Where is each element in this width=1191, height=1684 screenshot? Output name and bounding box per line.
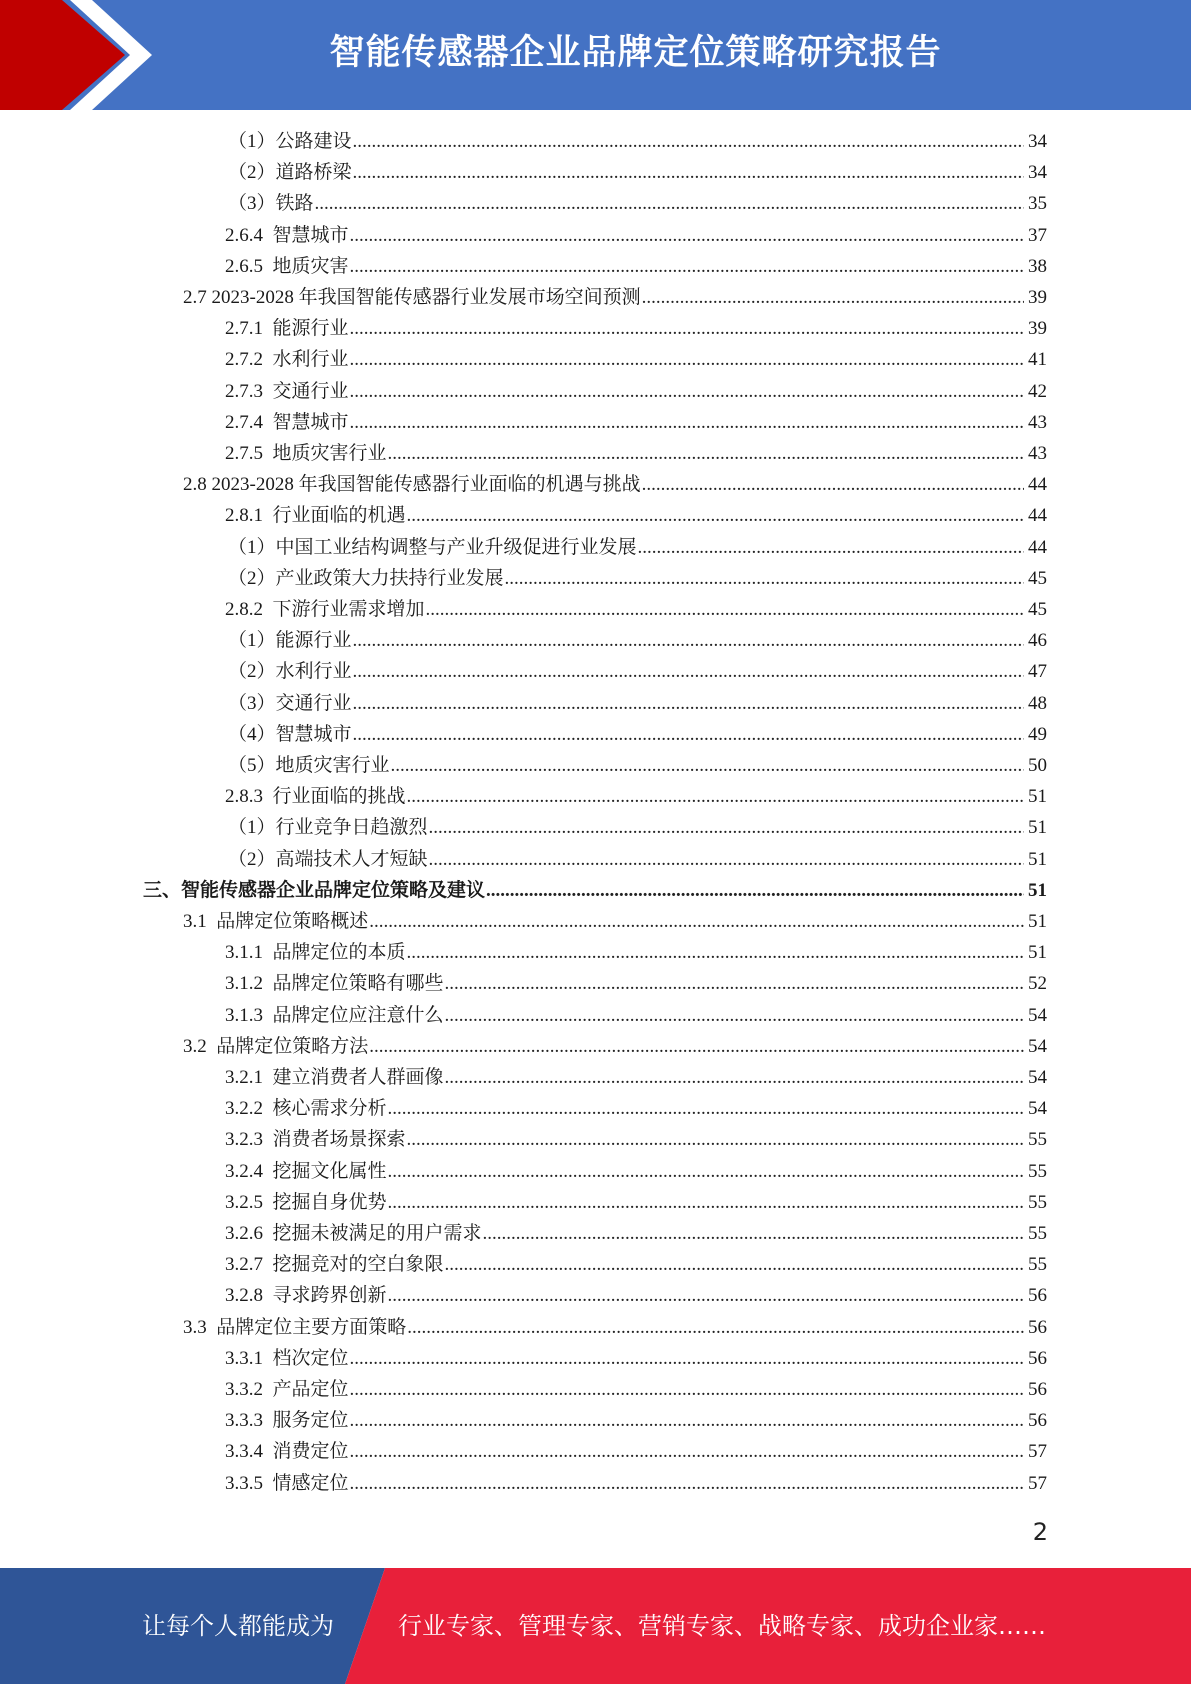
toc-entry-page: 39 [1028,318,1047,340]
toc-entry-number: 3.1 [183,911,217,932]
toc-dot-leader [483,1219,1024,1249]
toc-entry-page: 34 [1028,131,1047,152]
toc-dot-leader [350,345,1024,375]
toc-entry-title: 品牌定位主要方面策略 [216,1316,407,1338]
toc-entry-number: 2.7.2 [225,349,273,371]
toc-entry-title: 智慧城市 [272,224,349,246]
toc-dot-leader [429,813,1024,843]
toc-entry-title: 行业竞争日趋激烈 [275,817,428,839]
toc-entry[interactable] [183,1313,1047,1343]
toc-entry-number: （2） [228,848,276,870]
page-number: 2 [1032,1518,1048,1546]
toc-entry-title: 2023-2028 年我国智能传感器行业面临的机遇与挑战 [211,474,641,496]
toc-dot-leader [638,533,1024,563]
toc-entry-number: 3.2.6 [225,1223,273,1244]
toc-entry-number: （3） [228,193,276,215]
toc-entry-page: 57 [1028,1441,1047,1463]
toc-entry-number: 3.2.8 [225,1285,273,1307]
toc-entry-page: 51 [1028,786,1047,808]
toc-entry-page: 51 [1028,942,1047,964]
toc-entry-number: 3.3 [183,1316,217,1338]
toc-entry-title: 品牌定位的本质 [272,942,406,964]
toc-entry-title: 品牌定位策略方法 [216,1035,369,1057]
toc-dot-leader [445,1250,1024,1280]
toc-entry-number: 3.1.2 [225,973,273,995]
toc-dot-leader [350,377,1024,407]
toc-entry-title: 道路桥梁 [275,162,352,184]
toc-entry-title: 档次定位 [272,1347,349,1369]
toc-entry-page: 34 [1028,162,1047,184]
toc-entry[interactable] [225,1250,1047,1280]
toc-entry-title: 挖掘文化属性 [272,1160,387,1182]
toc-entry-number: 2.8.2 [225,599,273,620]
toc-entry-number: 2.7 [183,287,212,308]
toc-entry-number: （5） [228,755,276,776]
toc-entry-title: 品牌定位策略概述 [216,911,369,932]
toc-entry-title: 中国工业结构调整与产业升级促进行业发展 [275,536,637,558]
toc-dot-leader [350,1344,1024,1374]
toc-dot-leader [350,408,1024,438]
toc-entry[interactable] [228,689,1047,719]
toc-entry-number: （1） [228,817,276,839]
toc-entry[interactable] [225,1437,1047,1467]
toc-entry[interactable] [183,1032,1047,1062]
toc-dot-leader [353,689,1024,719]
toc-entry-title: 建立消费者人群画像 [272,1067,444,1088]
toc-entry-page: 51 [1028,911,1047,932]
toc-dot-leader [407,501,1024,531]
document-title: 智能传感器企业品牌定位策略研究报告 [329,33,942,73]
toc-entry-page: 56 [1028,1347,1047,1369]
toc-dot-leader [407,1125,1024,1155]
toc-dot-leader [407,782,1024,812]
toc-entry-number: （2） [228,661,276,683]
toc-entry-number: （3） [228,692,276,714]
toc-entry-number: 3.2.7 [225,1254,273,1276]
toc-dot-leader [388,1157,1024,1187]
toc-entry-page: 56 [1028,1379,1047,1400]
toc-entry[interactable] [228,533,1047,563]
toc-entry[interactable] [225,782,1047,812]
toc-entry[interactable] [225,1001,1047,1031]
toc-entry-page: 54 [1028,1067,1047,1088]
toc-entry-title: 寻求跨界创新 [272,1285,387,1307]
toc-entry-number: 3.2.1 [225,1067,273,1088]
toc-entry-number: 3.2.2 [225,1098,273,1120]
toc-entry-number: 三、 [143,879,182,901]
toc-entry-page: 37 [1028,224,1047,246]
toc-entry-page: 50 [1028,755,1047,776]
toc-entry-page: 54 [1028,1035,1047,1057]
toc-entry[interactable] [225,501,1047,531]
toc-entry[interactable] [228,127,1047,157]
toc-entry-page: 43 [1028,411,1047,433]
toc-entry[interactable] [225,969,1047,999]
toc-entry-title: 品牌定位应注意什么 [272,1004,444,1026]
toc-entry[interactable] [225,1157,1047,1187]
toc-entry-number: （4） [228,723,276,745]
toc-entry[interactable] [228,720,1047,750]
toc-entry-title: 2023-2028 年我国智能传感器行业发展市场空间预测 [211,287,641,308]
toc-dot-leader [353,657,1024,687]
toc-dot-leader [369,1032,1024,1062]
toc-entry-page: 55 [1028,1254,1047,1276]
toc-entry-number: （1） [228,630,276,652]
toc-entry[interactable] [183,283,1047,313]
toc-dot-leader [353,720,1024,750]
toc-entry-title: 产业政策大力扶持行业发展 [275,567,504,589]
toc-entry-number: 3.3.1 [225,1347,273,1369]
toc-entry-number: 2.8.3 [225,786,273,808]
toc-entry-title: 智慧城市 [275,723,352,745]
toc-entry-number: 3.1.1 [225,942,273,964]
toc-dot-leader [445,969,1024,999]
toc-entry-page: 54 [1028,1098,1047,1120]
toc-dot-leader [445,1001,1024,1031]
toc-entry[interactable] [225,1219,1047,1249]
toc-entry[interactable] [183,907,1047,937]
toc-entry-title: 品牌定位策略有哪些 [272,973,444,995]
toc-entry[interactable] [228,564,1047,594]
toc-entry-page: 39 [1028,287,1047,308]
toc-entry-number: 2.6.5 [225,255,273,277]
toc-entry-page: 57 [1028,1472,1047,1494]
toc-dot-leader [407,1313,1024,1343]
toc-entry-title: 能源行业 [275,630,352,652]
toc-entry[interactable] [225,345,1047,375]
toc-entry-page: 51 [1028,879,1047,901]
toc-entry[interactable] [228,626,1047,656]
toc-entry-number: 3.3.2 [225,1379,273,1400]
toc-entry-page: 49 [1028,723,1047,745]
toc-entry-page: 56 [1028,1285,1047,1307]
toc-entry-page: 56 [1028,1316,1047,1338]
toc-dot-leader [350,252,1024,282]
toc-entry[interactable] [225,1125,1047,1155]
page-footer [0,1568,1191,1684]
toc-entry-title: 地质灾害 [272,255,349,277]
toc-entry-number: 2.8 [183,474,212,496]
toc-entry-page: 38 [1028,255,1047,277]
toc-dot-leader [369,907,1024,937]
toc-dot-leader [353,158,1024,188]
toc-entry[interactable] [228,158,1047,188]
toc-entry-title: 水利行业 [272,349,349,371]
toc-entry[interactable] [228,657,1047,687]
toc-entry-page: 47 [1028,661,1047,683]
toc-entry-title: 行业面临的挑战 [272,786,406,808]
toc-entry-page: 35 [1028,193,1047,215]
toc-dot-leader [642,470,1024,500]
toc-entry-title: 挖掘自身优势 [272,1191,387,1213]
toc-entry[interactable] [225,221,1047,251]
toc-dot-leader [426,595,1024,625]
toc-dot-leader [353,127,1024,157]
toc-entry-number: 2.7.3 [225,380,273,402]
toc-entry-number: 2.8.1 [225,505,273,527]
toc-dot-leader [391,751,1024,781]
toc-entry-page: 41 [1028,349,1047,371]
toc-entry-number: 3.3.3 [225,1410,273,1432]
toc-dot-leader [353,626,1024,656]
toc-entry[interactable] [228,845,1047,875]
toc-entry-title: 公路建设 [275,131,352,152]
toc-entry-title: 智慧城市 [272,411,349,433]
toc-entry-title: 挖掘未被满足的用户需求 [272,1223,482,1244]
toc-dot-leader [642,283,1024,313]
toc-dot-leader [486,876,1024,906]
toc-entry[interactable] [228,189,1047,219]
footer-roles: 行业专家、管理专家、营销专家、战略专家、成功企业家…… [398,1612,1046,1640]
toc-entry-title: 水利行业 [275,661,352,683]
toc-entry-title: 智能传感器企业品牌定位策略及建议 [181,879,486,901]
toc-entry-title: 消费定位 [272,1441,349,1463]
toc-entry[interactable] [225,1094,1047,1124]
toc-entry[interactable] [225,1344,1047,1374]
toc-dot-leader [388,1094,1024,1124]
toc-entry-page: 55 [1028,1129,1047,1151]
header-arrow-decoration [0,0,160,110]
toc-entry-number: 2.7.4 [225,411,273,433]
toc-entry-number: 3.1.3 [225,1004,273,1026]
toc-entry-page: 45 [1028,599,1047,620]
toc-dot-leader [350,1437,1024,1467]
toc-entry[interactable] [225,377,1047,407]
toc-entry-title: 交通行业 [272,380,349,402]
toc-entry[interactable] [228,751,1047,781]
toc-entry[interactable] [225,439,1047,469]
toc-dot-leader [350,1375,1024,1405]
toc-entry-title: 挖掘竞对的空白象限 [272,1254,444,1276]
toc-entry-title: 能源行业 [272,318,349,340]
toc-entry-page: 55 [1028,1191,1047,1213]
toc-entry-page: 44 [1028,474,1047,496]
toc-entry[interactable] [143,876,1047,906]
toc-entry[interactable] [225,1406,1047,1436]
toc-entry-page: 42 [1028,380,1047,402]
toc-entry[interactable] [225,1063,1047,1093]
toc-entry-number: 3.3.5 [225,1472,273,1494]
toc-entry-title: 地质灾害行业 [275,755,390,776]
toc-dot-leader [388,1188,1024,1218]
toc-entry-title: 下游行业需求增加 [272,599,425,620]
toc-entry[interactable] [228,813,1047,843]
toc-entry-page: 48 [1028,692,1047,714]
toc-entry-title: 核心需求分析 [272,1098,387,1120]
toc-entry[interactable] [225,252,1047,282]
toc-entry-page: 44 [1028,536,1047,558]
toc-entry-title: 地质灾害行业 [272,443,387,464]
toc-entry-title: 交通行业 [275,692,352,714]
toc-entry-page: 51 [1028,848,1047,870]
toc-entry[interactable] [225,408,1047,438]
toc-dot-leader [350,1469,1024,1499]
toc-entry-number: 3.2.3 [225,1129,273,1151]
toc-entry[interactable] [225,595,1047,625]
toc-entry[interactable] [225,1375,1047,1405]
toc-dot-leader [388,439,1024,469]
page-header [0,0,1191,110]
toc-entry-number: 3.3.4 [225,1441,273,1463]
toc-entry-number: （1） [228,131,276,152]
toc-dot-leader [315,189,1024,219]
toc-entry-page: 51 [1028,817,1047,839]
toc-entry-page: 43 [1028,443,1047,464]
footer-slogan: 让每个人都能成为 [142,1612,334,1640]
toc-entry-page: 55 [1028,1223,1047,1244]
toc-entry-number: （1） [228,536,276,558]
toc-entry-page: 55 [1028,1160,1047,1182]
toc-entry-page: 52 [1028,973,1047,995]
toc-entry-page: 44 [1028,505,1047,527]
toc-dot-leader [445,1063,1024,1093]
toc-entry[interactable] [225,1469,1047,1499]
toc-entry[interactable] [225,314,1047,344]
toc-dot-leader [429,845,1024,875]
toc-entry-number: （2） [228,162,276,184]
toc-entry-title: 高端技术人才短缺 [275,848,428,870]
toc-dot-leader [407,938,1024,968]
toc-dot-leader [505,564,1024,594]
toc-entry-page: 46 [1028,630,1047,652]
toc-entry-title: 情感定位 [272,1472,349,1494]
toc-dot-leader [350,221,1024,251]
toc-dot-leader [350,314,1024,344]
toc-entry-title: 消费者场景探索 [272,1129,406,1151]
toc-dot-leader [350,1406,1024,1436]
toc-entry-number: 3.2.4 [225,1160,273,1182]
toc-entry-number: 2.7.1 [225,318,273,340]
toc-entry-number: 2.6.4 [225,224,273,246]
toc-entry-number: （2） [228,567,276,589]
toc-entry-page: 45 [1028,567,1047,589]
toc-entry-number: 3.2.5 [225,1191,273,1213]
toc-entry[interactable] [183,470,1047,500]
toc-entry-title: 服务定位 [272,1410,349,1432]
toc-dot-leader [388,1281,1024,1311]
toc-entry[interactable] [225,1281,1047,1311]
toc-entry-page: 54 [1028,1004,1047,1026]
toc-entry-title: 行业面临的机遇 [272,505,406,527]
toc-entry-number: 3.2 [183,1035,217,1057]
toc-entry[interactable] [225,1188,1047,1218]
toc-entry[interactable] [225,938,1047,968]
toc-entry-number: 2.7.5 [225,443,273,464]
toc-entry-page: 56 [1028,1410,1047,1432]
toc-entry-title: 产品定位 [272,1379,349,1400]
toc-entry-title: 铁路 [275,193,314,215]
